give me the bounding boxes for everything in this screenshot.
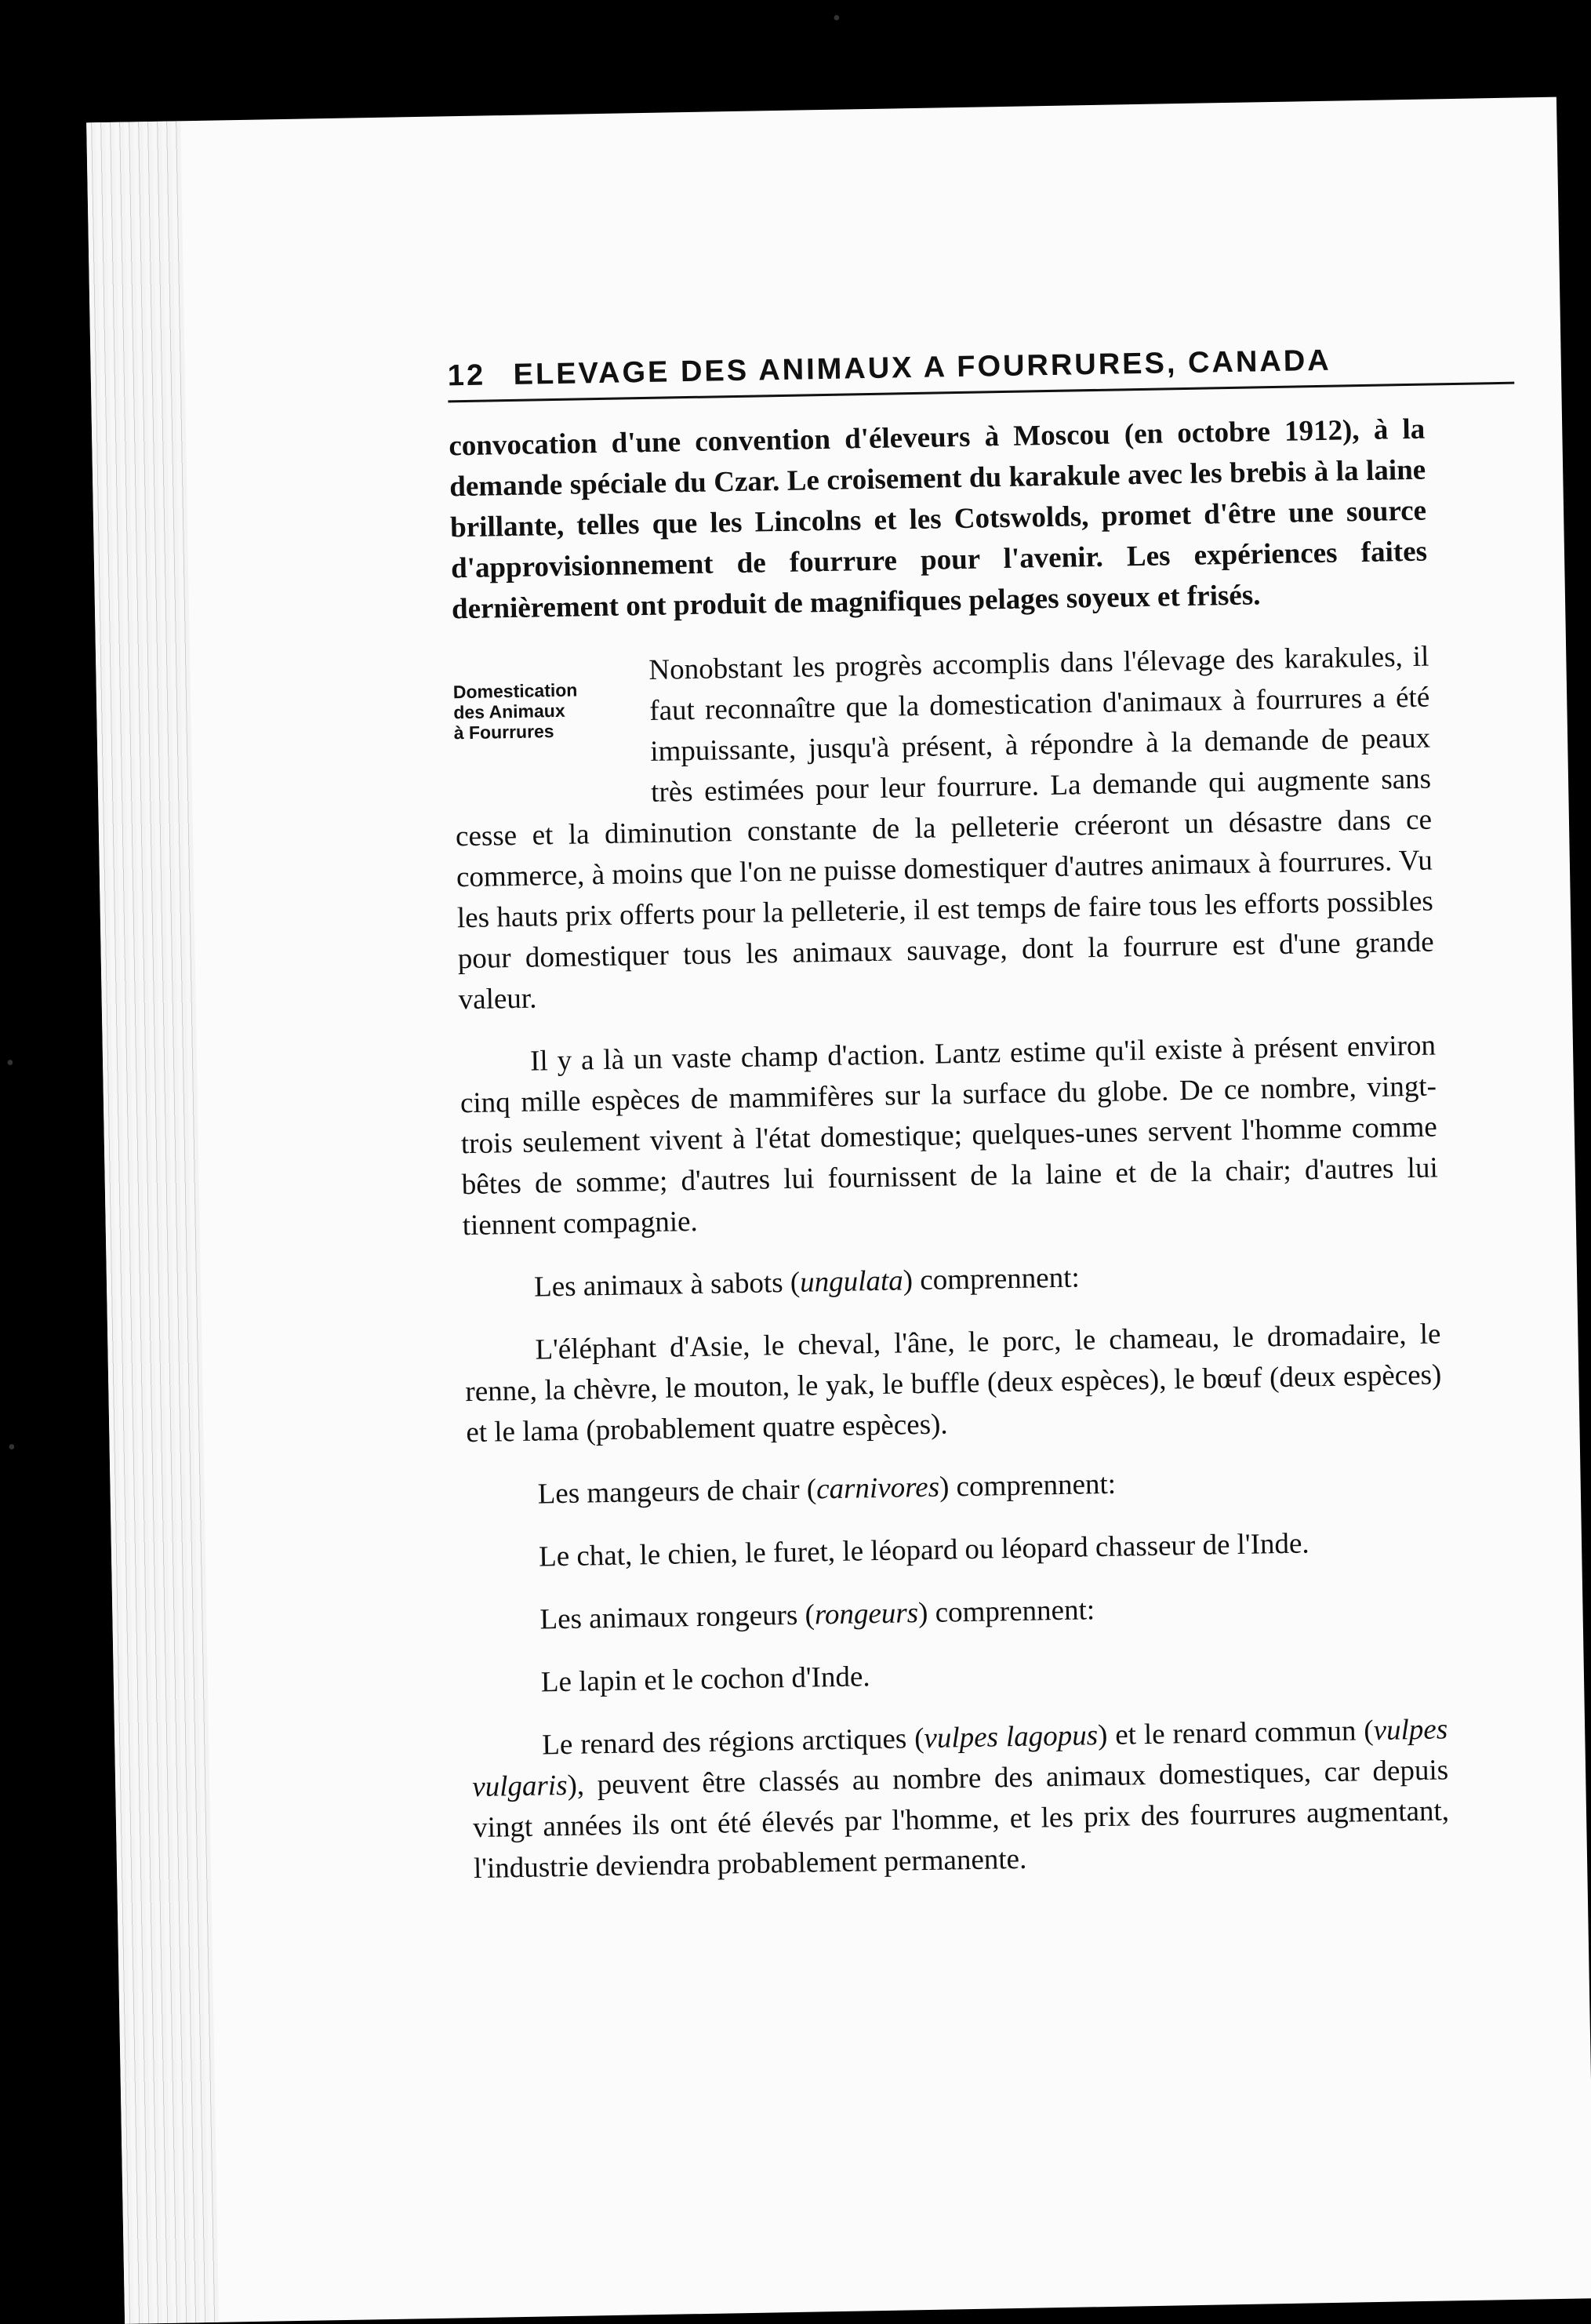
paragraph-2: Nonobstant les progrès accomplis dans l'élevage des karakules, il faut reconnaître que la domestication d'animaux à fourrures a été impuissante, jusqu'à présent, à répondre à la demande de peaux très estimées pour leur fourrure. La demande qui augmente sans cesse et la diminution constante de la pelleterie créeront un désastre dans ce commerce, à moins que l'on ne puisse domestiquer d'autres animaux à fourrures. Vu les hauts prix offerts pour la pelleterie, il est temps de faire tous les efforts possibles pour domestiquer tous les animaux sauvage, dont la fourrure est d'une grande valeur. — [455, 640, 1434, 1017]
scan-speck: • — [833, 6, 841, 31]
text-run: ), peuvent être classés au nombre des animaux domestiques, car depuis vingt années ils ont été élevés par l'homme, et les prix des fourrures augmentant, l'industrie deviendra probablement permanente. — [472, 1754, 1450, 1886]
text-run: Les animaux à sabots ( — [533, 1266, 801, 1304]
page-number: 12 — [447, 358, 486, 393]
body-text — [449, 409, 1451, 1911]
page-edges — [86, 121, 219, 2324]
paragraph-1: convocation d'une convention d'éleveurs à Moscou (en octobre 1912), à la demande spéciale du Czar. Le croisement du karakule avec les brebis à la laine brillante, telles que les Lincolns et les Cotswolds, promet d'être une source d'approvisionnement de fourrure pour l'avenir. Les expériences faites dernièrement ont produit de magnifiques pelages soyeux et frisés. — [449, 413, 1428, 626]
text-run: Le renard des régions arctiques ( — [541, 1722, 924, 1762]
italic-term: rongeurs — [814, 1597, 919, 1631]
text-run: Les mangeurs de chair ( — [537, 1473, 817, 1511]
sidenote-line-3: à Fourrures — [453, 721, 554, 744]
paragraph-carnivores-list: Le chat, le chien, le furet, le léopard ou léopard chasseur de l'Inde. — [538, 1527, 1309, 1573]
scan-speck: • — [8, 1435, 16, 1460]
book-page — [86, 97, 1591, 2324]
italic-term: vulpes vulgaris — [471, 1713, 1448, 1804]
paragraph-3: Il y a là un vaste champ d'action. Lantz estime qu'il existe à présent environ cinq mille espèces de mammifères sur la surface du globe. De ce nombre, vingt-trois seulement vivent à l'état domestique; quelques-unes servent l'homme comme bêtes de somme; d'autres lui fournissent de la laine et de la chair; d'autres lui tiennent compagnie. — [460, 1029, 1439, 1242]
paragraph-ungulates-intro — [463, 1251, 1440, 1309]
paragraph-fox — [471, 1709, 1450, 1889]
sidenote-paragraph-block — [452, 637, 1435, 1021]
sidenote-line-2: des Animaux — [453, 700, 565, 723]
scan-speck: • — [6, 1051, 14, 1075]
italic-term: vulpes lagopus — [924, 1719, 1099, 1755]
text-run: ) comprennent: — [903, 1261, 1081, 1297]
paragraph-rodents-list: Le lapin et le cochon d'Inde. — [540, 1660, 870, 1699]
text-run: ) comprennent: — [917, 1594, 1095, 1630]
paragraph-ungulates-list: L'éléphant d'Asie, le cheval, l'âne, le porc, le chameau, le dromadaire, le renne, la chèvre, le mouton, le yak, le buffle (deux espèces), le bœuf (deux espèces) et le lama (probablement quatre espèces). — [465, 1318, 1442, 1449]
italic-term: carnivores — [815, 1471, 940, 1506]
text-run: ) et le renard commun ( — [1097, 1715, 1374, 1752]
sidenote-line-1: Domestication — [452, 679, 578, 703]
text-run: Les animaux rongeurs ( — [539, 1598, 815, 1636]
italic-term: ungulata — [799, 1264, 904, 1299]
paragraph-rodents-intro — [469, 1584, 1446, 1642]
text-run: ) comprennent: — [939, 1468, 1117, 1504]
paragraph-carnivores-intro — [467, 1458, 1444, 1516]
header-title: ELEVAGE DES ANIMAUX A FOURRURES, CANADA — [513, 344, 1332, 391]
sidenote — [452, 650, 651, 791]
